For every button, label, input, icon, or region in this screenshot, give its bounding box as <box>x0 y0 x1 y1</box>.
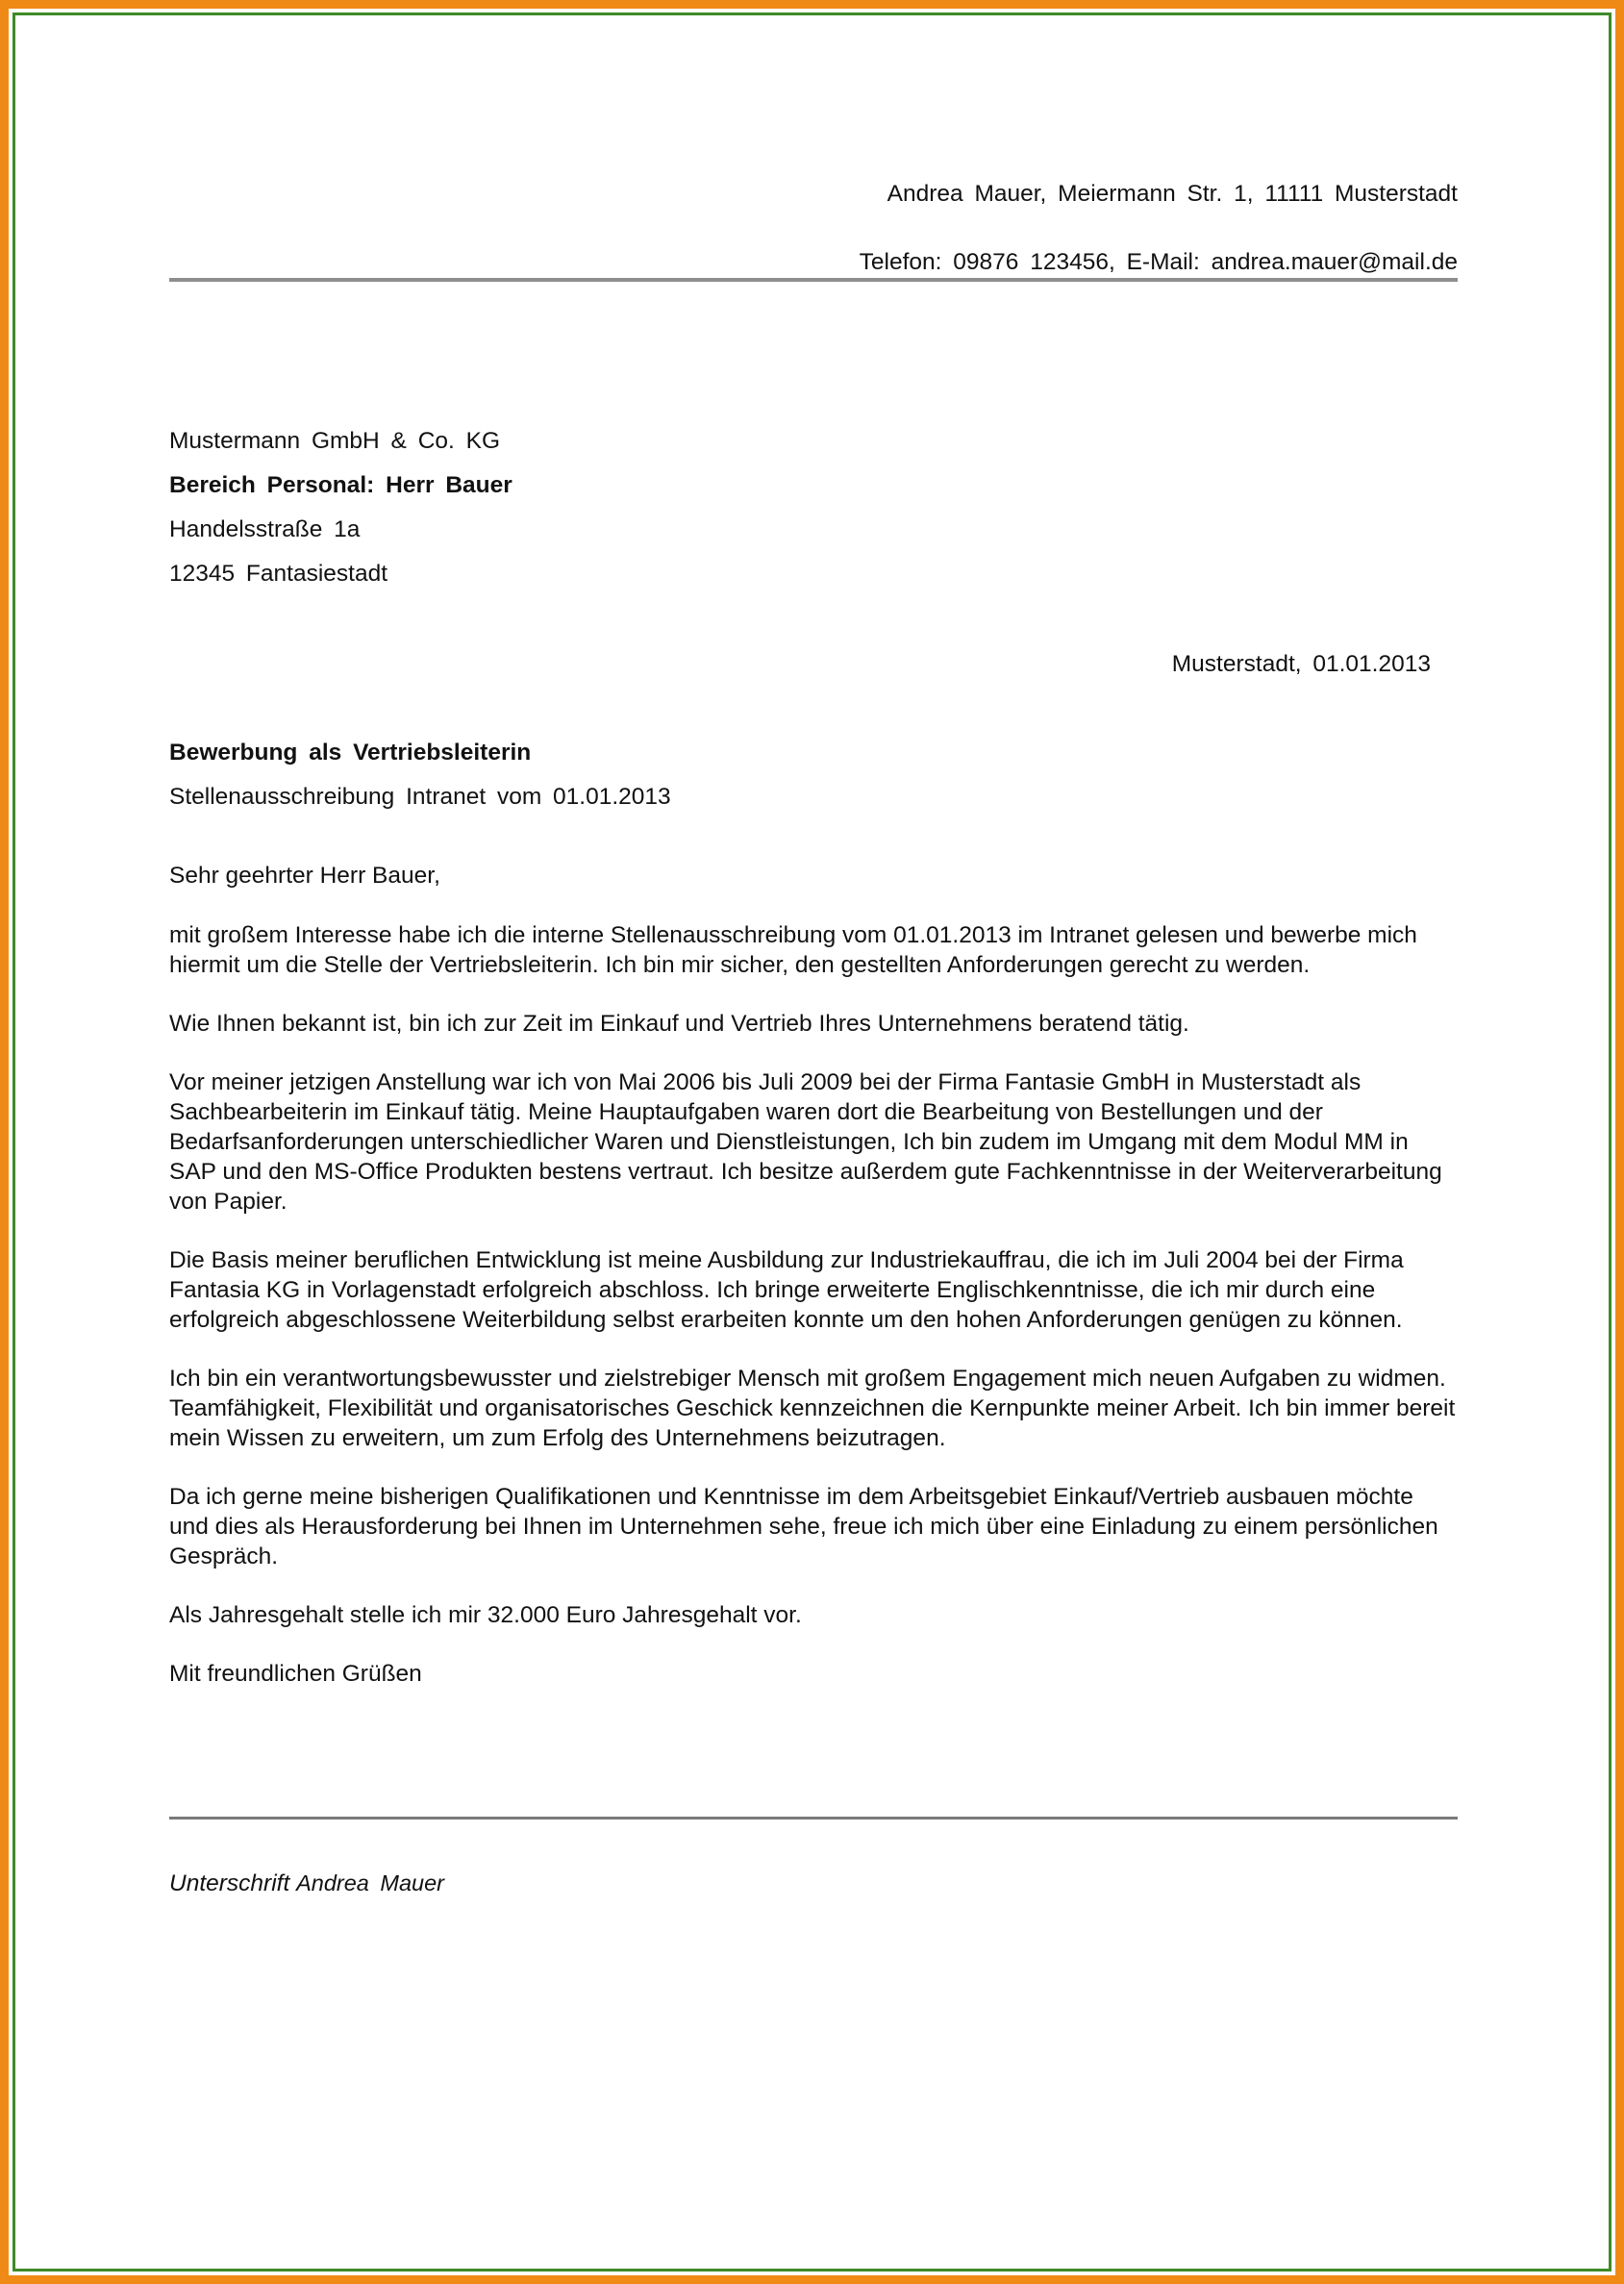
recipient-department: Bereich Personal: Herr Bauer <box>169 472 512 498</box>
signature-block <box>169 1869 444 1898</box>
signature-name: Andrea Mauer <box>296 1870 444 1895</box>
signature-label: Unterschrift <box>169 1870 290 1896</box>
subject-block <box>169 738 671 826</box>
salutation: Sehr geehrter Herr Bauer, <box>169 863 440 889</box>
paragraph: Als Jahresgehalt stelle ich mir 32.000 Euro Jahresgehalt vor. <box>169 1602 802 1628</box>
recipient-company: Mustermann GmbH & Co. KG <box>169 428 501 454</box>
paragraph: Wie Ihnen bekannt ist, bin ich zur Zeit im Einkauf und Vertrieb Ihres Unternehmens beratend tätig. <box>169 1011 1189 1037</box>
paragraph: mit großem Interesse habe ich die interne Stellenausschreibung vom 01.01.2013 im Intranet gelesen und bewerbe mich hiermit um die Stelle der Vertriebsleiterin. Ich bin mir sicher, den gestellten Anforderungen gerecht zu werden. <box>169 922 1417 978</box>
signature-line <box>169 1817 1458 1820</box>
subject-reference: Stellenausschreibung Intranet vom 01.01.2013 <box>169 784 671 810</box>
closing: Mit freundlichen Grüßen <box>169 1661 422 1687</box>
header-divider <box>169 278 1458 282</box>
recipient-block <box>169 426 512 603</box>
recipient-city: 12345 Fantasiestadt <box>169 561 388 587</box>
sender-address: Andrea Mauer, Meiermann Str. 1, 11111 Musterstadt <box>887 181 1458 207</box>
paragraph: Da ich gerne meine bisherigen Qualifikationen und Kenntnisse im dem Arbeitsgebiet Einkauf/Vertrieb ausbauen möchte und dies als Herausforderung bei Ihnen im Unternehmen sehe, freue ich mich über eine Einladung zu einem persönlichen Gespräch. <box>169 1484 1438 1569</box>
recipient-street: Handelsstraße 1a <box>169 516 361 542</box>
sender-contact: Telefon: 09876 123456, E-Mail: andrea.mauer@mail.de <box>859 249 1458 275</box>
paragraph: Die Basis meiner beruflichen Entwicklung ist meine Ausbildung zur Industriekauffrau, die ich im Juli 2004 bei der Firma Fantasia KG in Vorlagenstadt erfolgreich abschloss. Ich bringe erweiterte Englischkenntnisse, die ich mir durch eine erfolgreich abgeschlossene Weiterbildung selbst erarbeiten konnte um den hohen Anforderungen genügen zu können. <box>169 1247 1404 1333</box>
paragraph: Vor meiner jetzigen Anstellung war ich von Mai 2006 bis Juli 2009 bei der Firma Fantasie GmbH in Musterstadt als Sachbearbeiterin im Einkauf tätig. Meine Hauptaufgaben waren dort die Bearbeitung von Bestellungen und der Bedarfsanforderungen unterschiedlicher Waren und Dienstleistungen, Ich bin zudem im Umgang mit dem Modul MM in SAP und den MS-Office Produkten bestens vertraut. Ich besitze außerdem gute Fachkenntnisse in der Weiterverarbeitung von Papier. <box>169 1069 1442 1215</box>
subject-title: Bewerbung als Vertriebsleiterin <box>169 740 532 766</box>
letter-body <box>169 861 1458 1718</box>
paragraph: Ich bin ein verantwortungsbewusster und zielstrebiger Mensch mit großem Engagement mich neuen Aufgaben zu widmen. Teamfähigkeit, Flexibilität und organisatorisches Geschick kennzeichnen die Kernpunkte meiner Arbeit. Ich bin immer bereit mein Wissen zu erweitern, um zum Erfolg des Unternehmens beizutragen. <box>169 1366 1456 1451</box>
place-date: Musterstadt, 01.01.2013 <box>1171 651 1431 677</box>
